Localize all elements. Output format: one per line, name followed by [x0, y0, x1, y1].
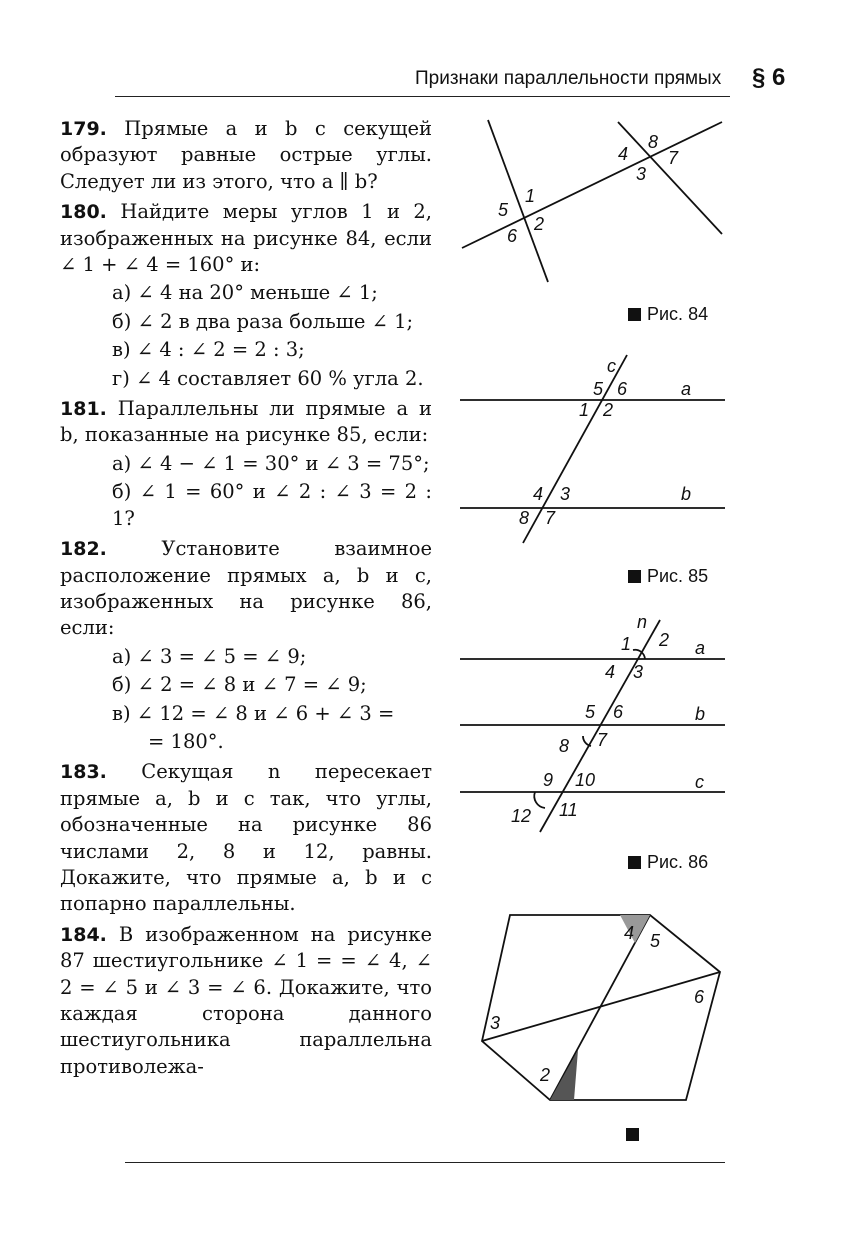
caption-text: Рис. 85 [647, 566, 709, 586]
fig85-label: 7 [545, 508, 556, 528]
fig87-label: 2 [540, 1065, 551, 1085]
fig84-label: 6 [507, 226, 518, 246]
fig87-label: 4 [624, 923, 635, 943]
sub-item: в) ∠ 12 = ∠ 8 и ∠ 6 + ∠ 3 = [112, 701, 395, 725]
fig85-label: c [607, 356, 616, 376]
caption-square-icon [628, 570, 641, 583]
sub-item: а) ∠ 4 на 20° меньше ∠ 1; [112, 281, 378, 305]
header-title: Признаки параллельности прямых [415, 68, 722, 89]
caption-square-icon [628, 856, 641, 869]
fig85-label: 8 [519, 508, 530, 528]
fig84-label: 1 [525, 186, 536, 206]
sub-item: б) ∠ 2 = ∠ 8 и ∠ 7 = ∠ 9; [112, 673, 367, 697]
sub-item: = 180°. [148, 729, 224, 753]
fig84-label: 7 [668, 148, 679, 168]
figure-85-caption [628, 566, 708, 587]
problem-number: 182. [60, 538, 107, 561]
problem-181 [60, 396, 432, 532]
figure-87 [470, 905, 740, 1115]
problem-184 [60, 922, 432, 1080]
fig86-label: 9 [543, 770, 554, 790]
problem-183 [60, 759, 432, 917]
figure-86-caption [628, 852, 708, 873]
footer-rule [125, 1162, 725, 1163]
fig86-label: b [695, 704, 706, 724]
caption-text: Рис. 84 [647, 304, 709, 324]
fig86-arc-12 [534, 792, 545, 808]
fig84-line-1 [462, 122, 722, 248]
header-rule [115, 96, 730, 97]
problem-number: 184. [60, 923, 107, 946]
fig85-label: 5 [593, 379, 604, 399]
problem-number: 183. [60, 761, 107, 784]
fig86-label: 11 [559, 800, 578, 820]
fig86-label: 5 [585, 702, 596, 722]
problem-text: Прямые a и b с секущей образуют равные острые углы. Следует ли из этого, что a ∥ b? [60, 117, 433, 193]
sub-item: б) ∠ 1 = 60° и ∠ 2 : ∠ 3 = 2 : 1? [112, 480, 432, 530]
fig86-label: n [637, 612, 648, 632]
sub-item: а) ∠ 3 = ∠ 5 = ∠ 9; [112, 644, 307, 668]
problem-text: Установите взаимное расположение прямых a, b и c, изображенных на рисунке 86, если: [60, 537, 432, 640]
figure-84-caption [628, 304, 708, 325]
problems-column [60, 116, 432, 1084]
fig86-label: 8 [559, 736, 570, 756]
fig87-label: 6 [694, 987, 705, 1007]
fig86-label: 10 [575, 770, 596, 790]
problem-number: 179. [60, 118, 107, 140]
fig87-label: 3 [490, 1013, 501, 1033]
problem-number: 181. [60, 398, 107, 421]
section-number: § 6 [752, 64, 786, 91]
caption-square-icon [628, 308, 641, 321]
sub-item: а) ∠ 4 − ∠ 1 = 30° и ∠ 3 = 75°; [112, 451, 430, 475]
caption-text: Рис. 86 [647, 852, 709, 872]
fig87-diagonal-2 [482, 972, 720, 1041]
fig86-label: c [695, 772, 704, 792]
problem-text: Секущая n пересекает прямые a, b и c так, что углы, обозначенные на рисунке 86 числами 2, 8 и 12, равны. Докажите, что прямые a, b и c попарно параллельны. [60, 760, 432, 916]
problem-text: Найдите меры углов 1 и 2, изображенных на рисунке 84, если ∠ 1 + ∠ 4 = 160° и: [60, 200, 433, 277]
problem-text: В изображенном на рисунке 87 шестиугольнике ∠ 1 = = ∠ 4, ∠ 2 = ∠ 5 и ∠ 3 = ∠ 6. Докажите, что каждая сторона данного шестиугольника параллельна противолежа- [60, 922, 433, 1078]
figure-85 [455, 350, 735, 550]
fig84-label: 8 [648, 132, 659, 152]
problem-180 [60, 199, 432, 392]
problem-text: Параллельны ли прямые a и b, показанные на рисунке 85, если: [60, 397, 432, 447]
fig85-label: a [681, 379, 692, 399]
fig86-label: 2 [659, 630, 670, 650]
figure-86 [455, 612, 735, 837]
problem-182 [60, 536, 432, 755]
fig85-label: 2 [603, 400, 614, 420]
fig86-label: 1 [621, 634, 632, 654]
fig84-line-2 [488, 120, 548, 282]
fig86-label: 3 [633, 662, 644, 682]
fig84-line-3 [618, 122, 722, 234]
fig85-label: 1 [579, 400, 590, 420]
fig86-label: 12 [511, 806, 532, 826]
fig86-label: 6 [613, 702, 624, 722]
problem-179 [60, 116, 432, 195]
fig84-label: 4 [618, 144, 629, 164]
fig86-label: 4 [605, 662, 616, 682]
fig87-label: 5 [650, 931, 661, 951]
figure-87-end-mark [626, 1128, 639, 1141]
figure-84 [450, 110, 740, 295]
problem-number: 180. [60, 201, 107, 224]
fig84-label: 5 [498, 200, 509, 220]
fig85-label: b [681, 484, 692, 504]
sub-item: г) ∠ 4 составляет 60 % угла 2. [112, 366, 424, 390]
fig85-line-c [523, 355, 627, 543]
fig86-label: 7 [597, 730, 608, 750]
fig85-label: 3 [560, 484, 571, 504]
fig85-label: 6 [617, 379, 628, 399]
fig84-label: 2 [534, 214, 545, 234]
sub-item: б) ∠ 2 в два раза больше ∠ 1; [112, 309, 414, 333]
fig84-label: 3 [636, 164, 647, 184]
fig86-label: a [695, 638, 706, 658]
fig85-label: 4 [533, 484, 544, 504]
sub-item: в) ∠ 4 : ∠ 2 = 2 : 3; [112, 338, 305, 362]
